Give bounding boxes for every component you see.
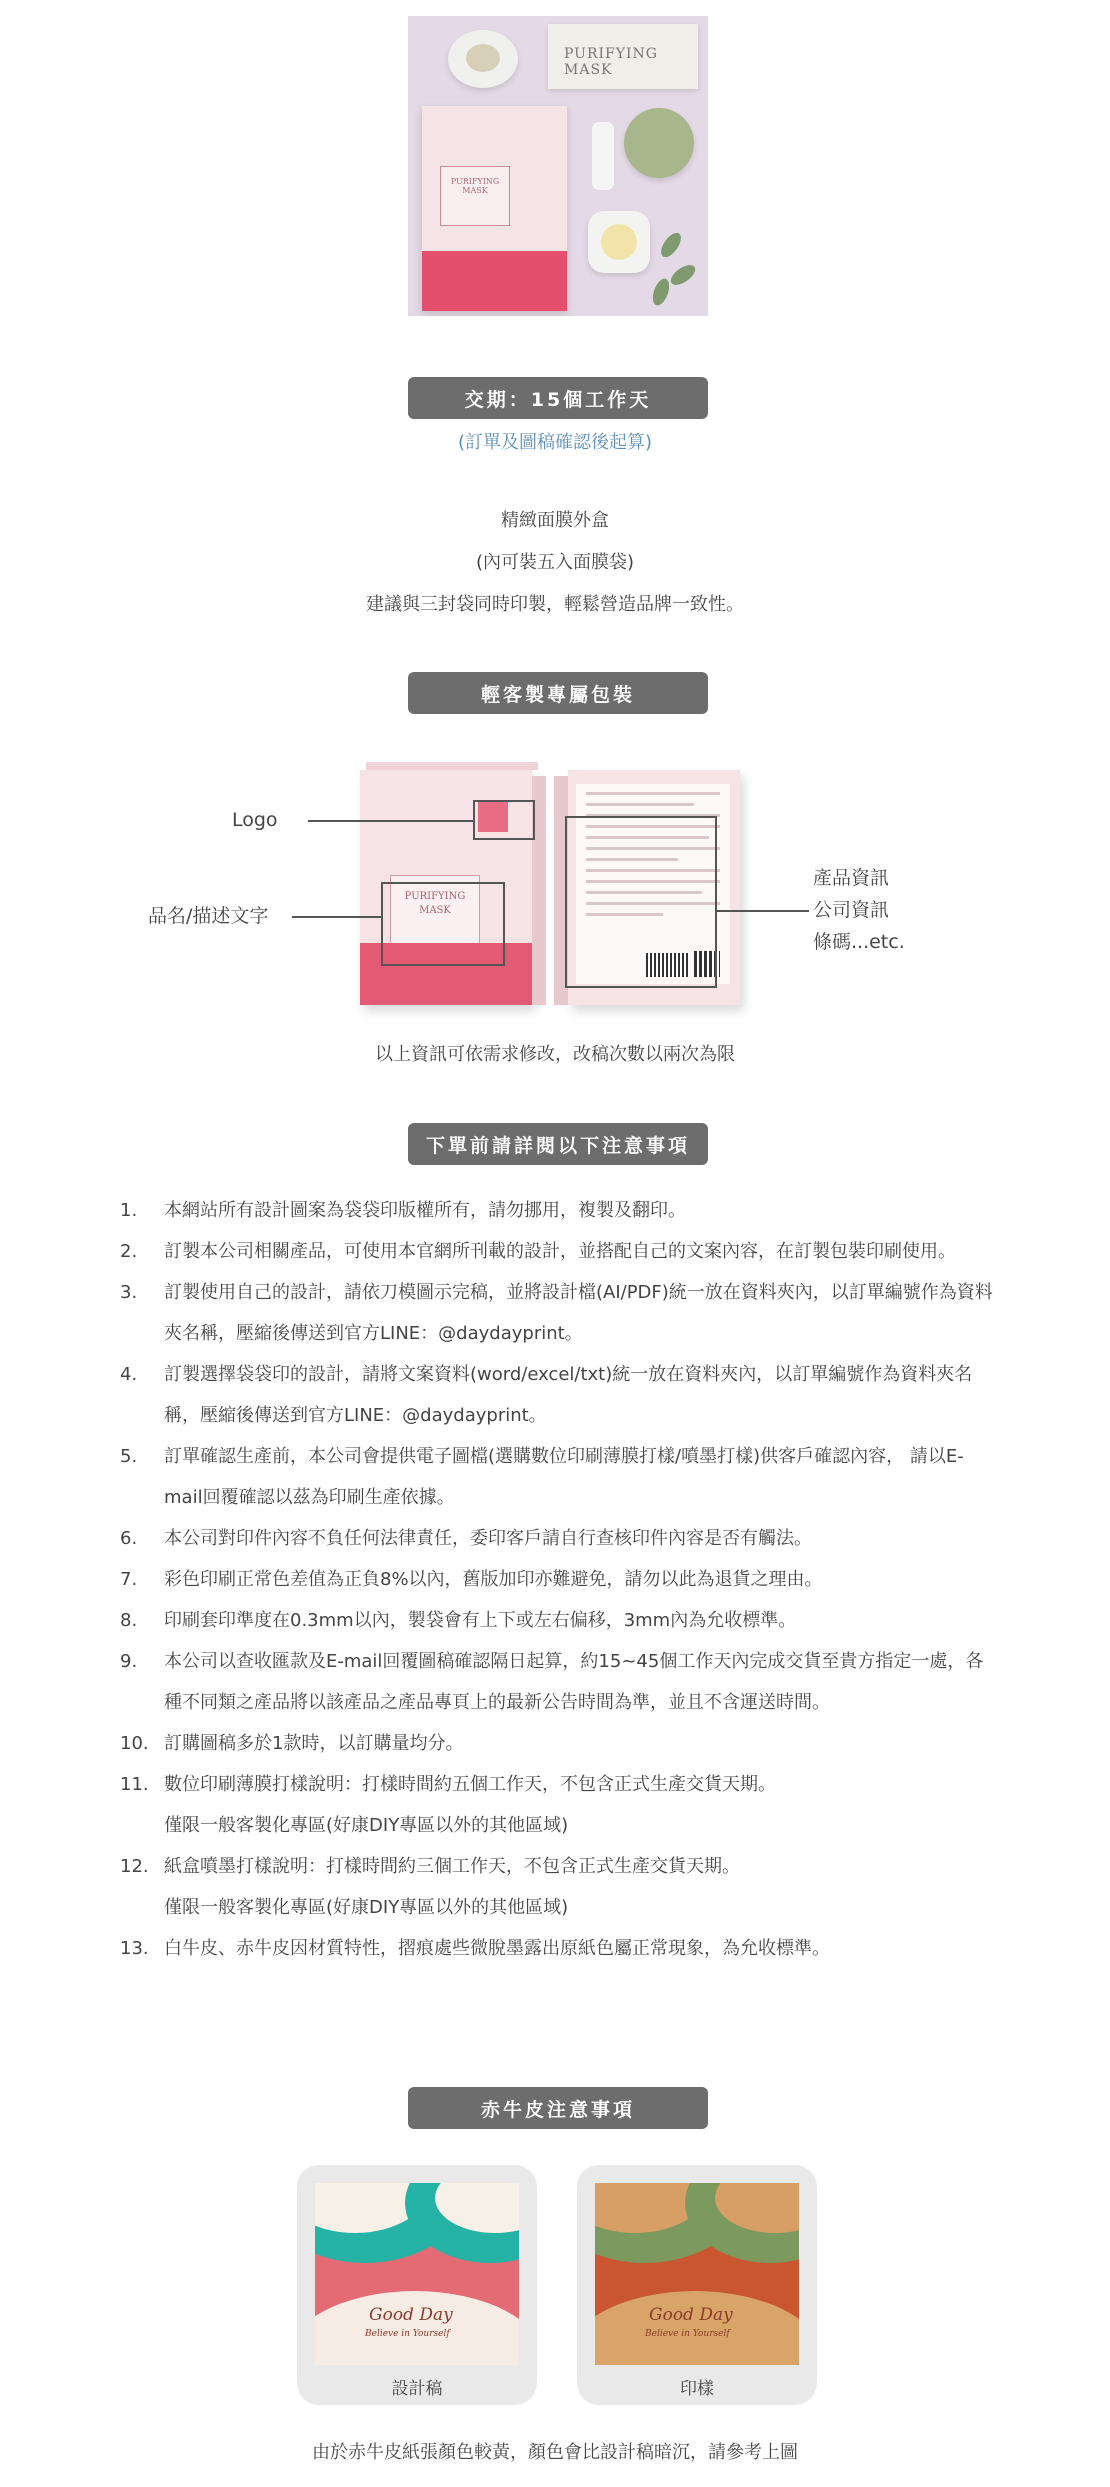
note-item: 5. 訂單確認生產前，本公司會提供電子圖檔(選購數位印刷薄膜打樣/噴墨打樣)供客戶確認內容， 請以E-mail回覆確認以茲為印刷生產依據。 (120, 1446, 964, 1508)
note-item: 10. 訂購圖稿多於1款時，以訂購量均分。 (120, 1733, 464, 1754)
green-bowl (624, 108, 694, 178)
note-item: 11. 數位印刷薄膜打樣說明：打樣時間約五個工作天，不包含正式生產交貨天期。 僅限一般客製化專區(好康DIY專區以外的其他區域) (120, 1774, 776, 1836)
mask-box-text: PURIFYING MASK (564, 46, 658, 78)
note-item: 2. 訂製本公司相關產品，可使用本官網所刊載的設計，並搭配自己的文案內容，在訂製包裝印刷使用。 (120, 1241, 956, 1262)
note-item: 6. 本公司對印件內容不負任何法律責任，委印客戶請自行查核印件內容是否有觸法。 (120, 1528, 812, 1549)
box-label: PURIFYING MASK (390, 875, 480, 953)
custom-title: 輕客製專屬包裝 (408, 672, 708, 714)
custom-note: 以上資訊可依需求修改，改稿次數以兩次為限 (375, 1044, 735, 1065)
design-card (297, 2165, 537, 2405)
delivery-title: 交期：15個工作天 (408, 377, 708, 419)
design-caption: 設計稿 (391, 2379, 443, 2399)
print-card (577, 2165, 817, 2405)
kraft-title: 赤牛皮注意事項 (408, 2087, 708, 2129)
note-item: 1. 本網站所有設計圖案為袋袋印版權所有，請勿挪用，複製及翻印。 (120, 1200, 686, 1221)
callout-info-2: 公司資訊 (813, 899, 890, 921)
kraft-note: 由於赤牛皮紙張顏色較黃，顏色會比設計稿暗沉，請參考上圖 (312, 2442, 798, 2463)
print-artwork: Good Day Believe in Yourself (595, 2183, 799, 2365)
mask-box-white (548, 24, 698, 89)
callout-info-1: 產品資訊 (813, 867, 890, 889)
print-caption: 印樣 (680, 2379, 714, 2399)
note-item: 9. 本公司以查收匯款及E-mail回覆圖稿確認隔日起算，約15~45個工作天內完成交貨至貴方指定一處，各種不同類之產品將以該產品之產品專頁上的最新公告時間為準，並且不含運送時間。 (120, 1651, 984, 1713)
info-frame (565, 816, 717, 988)
notes-title: 下單前請詳閱以下注意事項 (408, 1123, 708, 1165)
notes-list (120, 1190, 1000, 1969)
note-item: 7. 彩色印刷正常色差值為正負8%以內，舊版加印亦難避免，請勿以此為退貨之理由。 (120, 1569, 823, 1590)
callout-logo: Logo (232, 809, 278, 831)
logo-frame (473, 800, 535, 840)
note-item: 12. 紙盒噴墨打樣說明：打樣時間約三個工作天，不包含正式生產交貨天期。 僅限一般客製化專區(好康DIY專區以外的其他區域) (120, 1856, 740, 1918)
note-item: 4. 訂製選擇袋袋印的設計，請將文案資料(word/excel/txt)統一放在資料夾內，以訂單編號作為資料夾名稱，壓縮後傳送到官方LINE：@daydayprint。 (120, 1364, 973, 1426)
note-item: 13. 白牛皮、赤牛皮因材質特性，摺痕處些微脫墨露出原紙色屬正常現象，為允收標準。 (120, 1938, 830, 1959)
product-line-2: (內可裝五入面膜袋) (475, 552, 635, 573)
packaging-diagram (0, 760, 1110, 1060)
cream-bowl (588, 211, 650, 273)
product-line-1: 精緻面膜外盒 (501, 510, 609, 531)
name-frame (381, 882, 505, 966)
callout-name: 品名/描述文字 (148, 905, 269, 927)
delivery-subtitle: (訂單及圖稿確認後起算) (457, 432, 653, 453)
mask-box-pink: PURIFYING MASK (422, 106, 567, 311)
powder-bowl (448, 30, 518, 88)
product-line-3: 建議與三封袋同時印製，輕鬆營造品牌一致性。 (366, 594, 744, 615)
design-artwork: Good Day Believe in Yourself (315, 2183, 519, 2365)
note-item: 3. 訂製使用自己的設計，請依刀模圖示完稿，並將設計檔(AI/PDF)統一放在資料夾內，以訂單編號作為資料夾名稱，壓縮後傳送到官方LINE：@daydayprint。 (120, 1282, 993, 1344)
product-photo (408, 16, 708, 316)
note-item: 8. 印刷套印準度在0.3mm以內，製袋會有上下或左右偏移，3mm內為允收標準。 (120, 1610, 797, 1631)
glass-bottle (591, 121, 615, 191)
callout-info-3: 條碼...etc. (813, 931, 905, 953)
